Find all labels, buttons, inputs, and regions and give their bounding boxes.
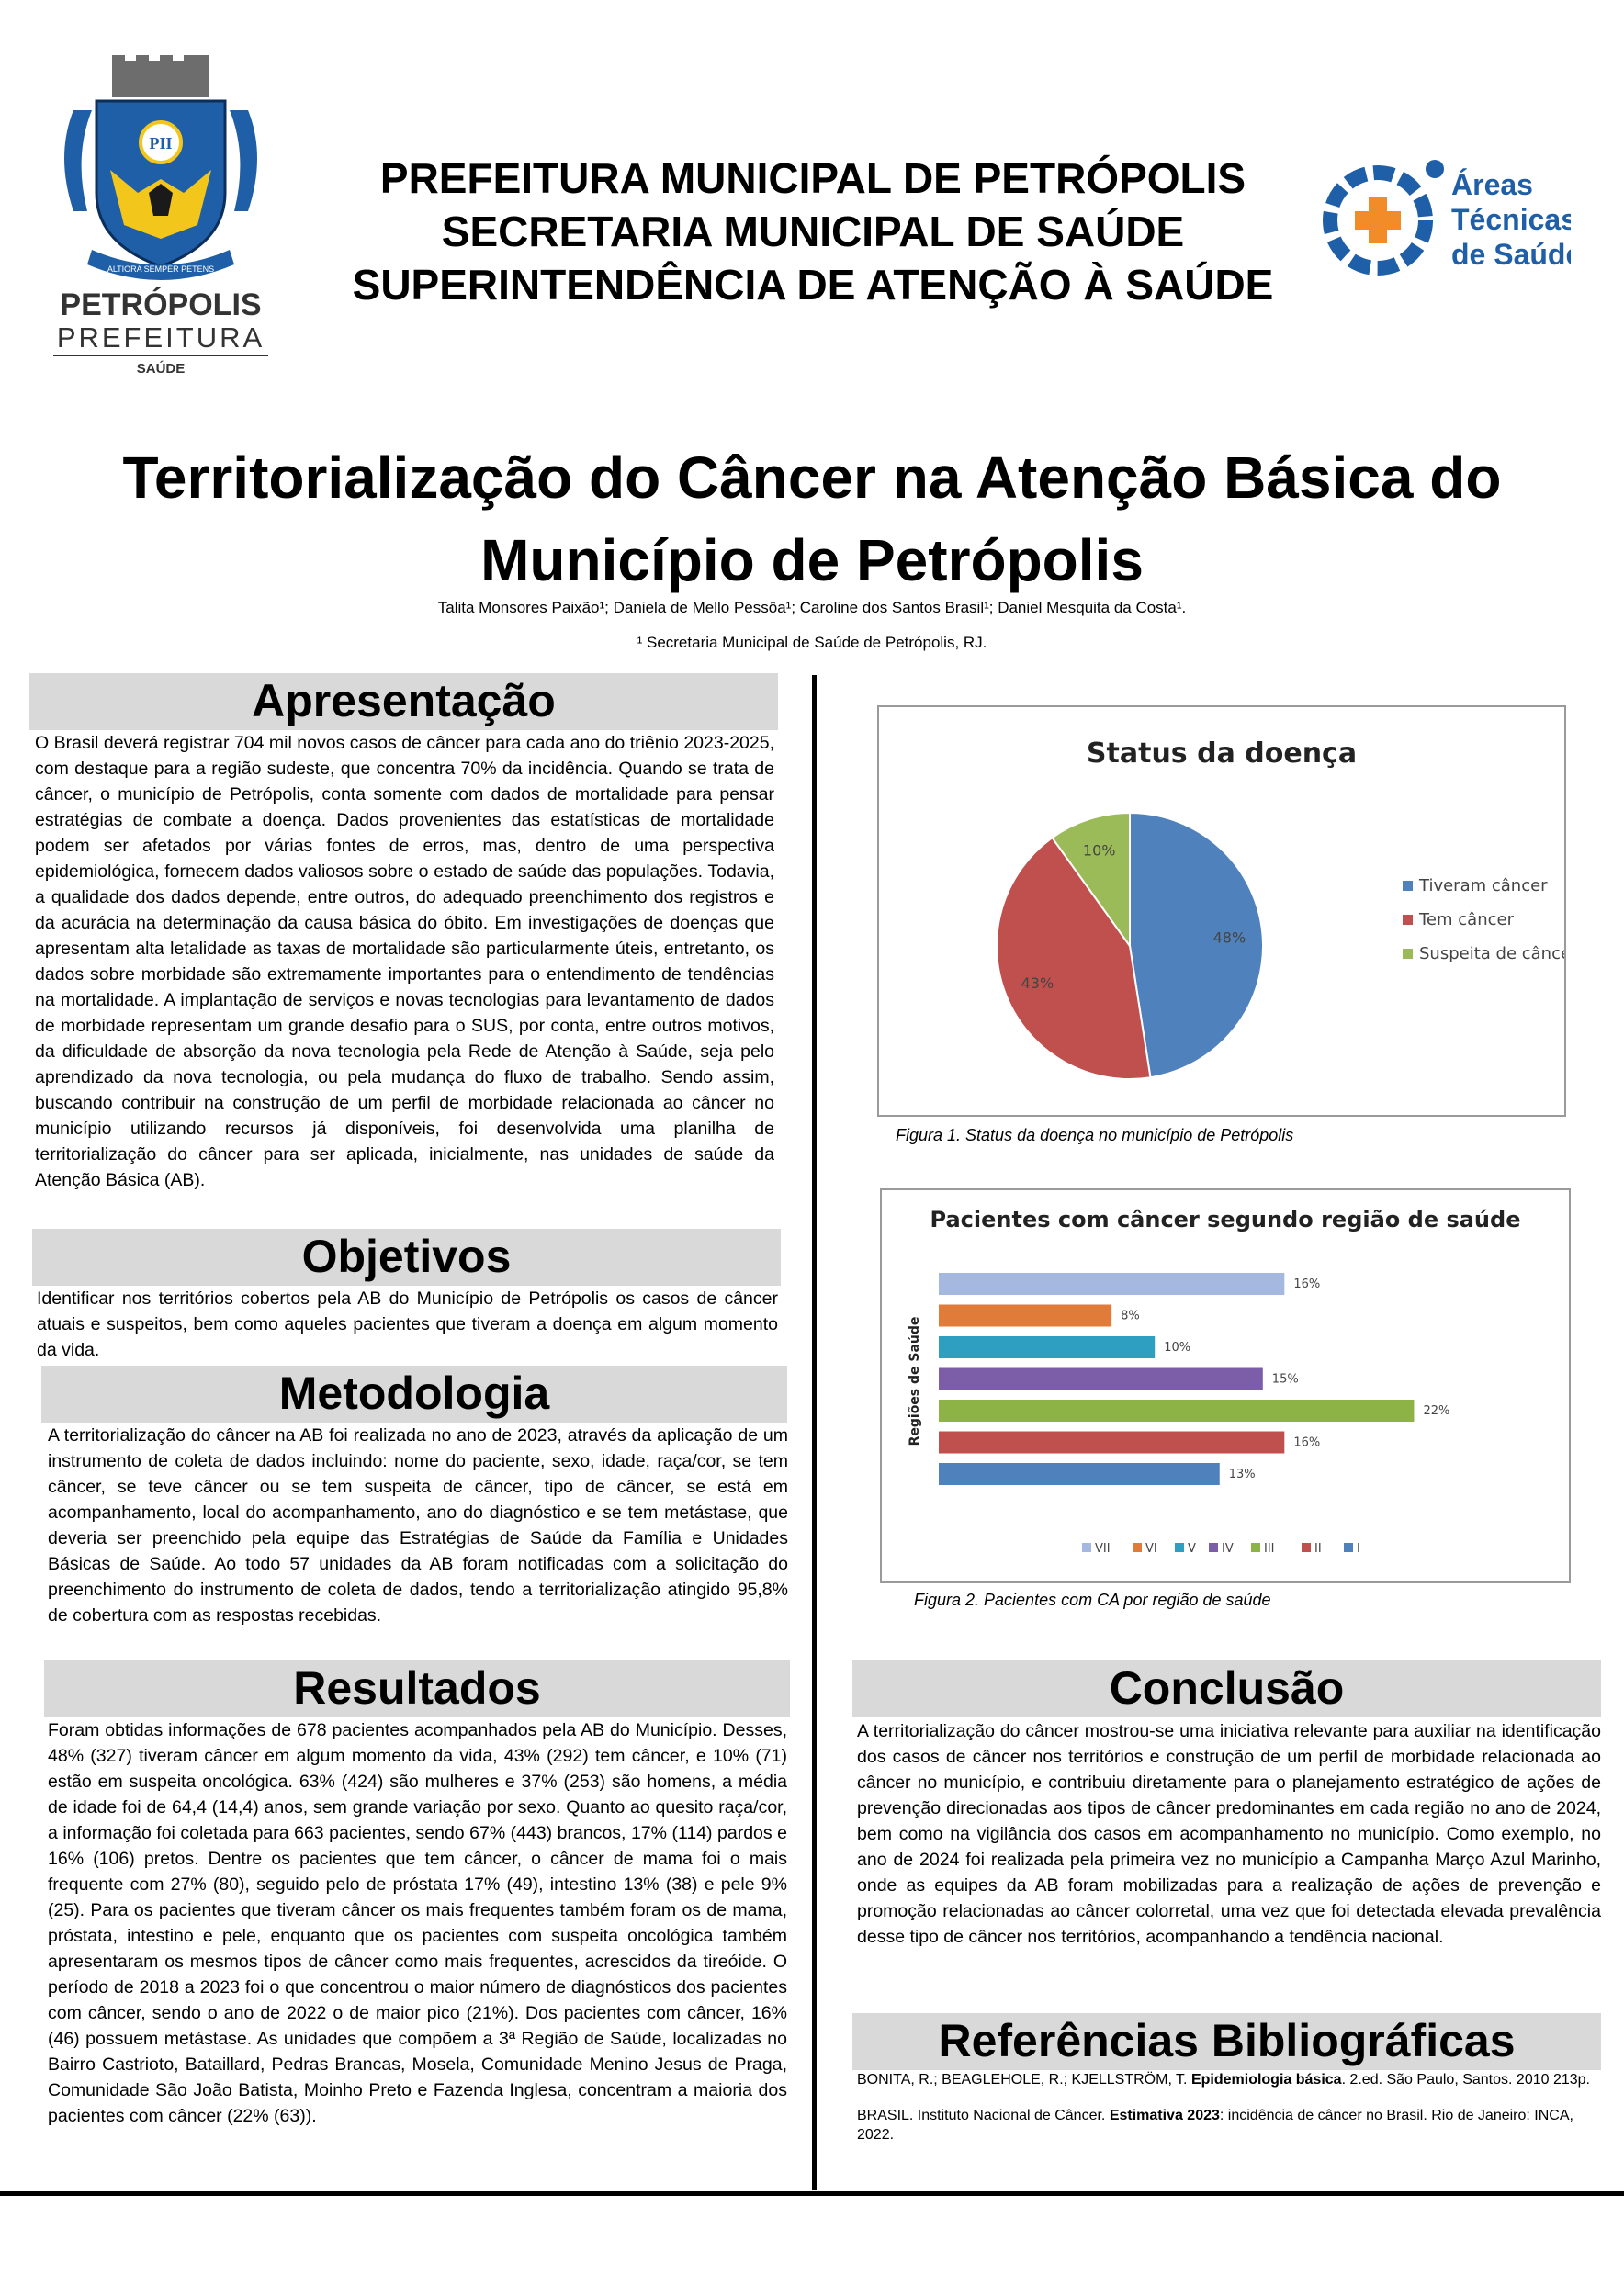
bar-legend-swatch	[1209, 1543, 1218, 1552]
header-line-secretaria: SECRETARIA MUNICIPAL DE SAÚDE	[441, 208, 1185, 255]
bar-legend-label: I	[1357, 1542, 1360, 1556]
poster-title	[37, 436, 1587, 602]
bar-data-label: 22%	[1423, 1404, 1450, 1418]
pie-title: Status da doença	[1086, 737, 1358, 770]
bar-legend-swatch	[1344, 1543, 1353, 1552]
pie-legend-swatch	[1403, 881, 1413, 891]
bar-legend-swatch	[1251, 1543, 1260, 1552]
logo-de-saude: de Saúde	[1451, 238, 1571, 271]
logo-word-prefeitura: PREFEITURA	[56, 321, 265, 354]
section-text-objetivos: Identificar nos territórios cobertos pela AB do Município de Petrópolis os casos de câncer atuais e suspeitos, bem como aqueles pacientes que tiveram a doença em algum momento da vida.	[37, 1289, 778, 1360]
bar-data-label: 16%	[1293, 1435, 1321, 1450]
bar-region-IV	[939, 1368, 1263, 1390]
petropolis-logo	[46, 55, 276, 377]
section-heading-resultados: Resultados	[44, 1660, 790, 1717]
logo-word-saude: SAÚDE	[136, 361, 186, 377]
bar-legend-label: III	[1264, 1542, 1275, 1556]
pie-data-label: 48%	[1212, 929, 1246, 947]
affiliation: ¹ Secretaria Municipal de Saúde de Petrópolis, RJ.	[637, 634, 987, 651]
bar-data-label: 8%	[1121, 1309, 1140, 1323]
bar-chart-svg	[882, 1190, 1569, 1581]
bar-legend-label: V	[1188, 1542, 1196, 1556]
crest-text: PII	[149, 134, 173, 152]
bar-legend-label: IV	[1222, 1542, 1234, 1556]
figure-1-pie-chart	[877, 705, 1566, 1117]
title-line-2: Município de Petrópolis	[480, 527, 1144, 593]
bar-legend-swatch	[1082, 1543, 1091, 1552]
pie-legend-label: Tiveram câncer	[1419, 876, 1548, 895]
header-line-prefeitura: PREFEITURA MUNICIPAL DE PETRÓPOLIS	[379, 154, 1246, 202]
title-line-1: Territorialização do Câncer na Atenção Básica do	[122, 445, 1502, 511]
bar-data-label: 16%	[1293, 1277, 1321, 1291]
figure-1-caption: Figura 1. Status da doença no município de Petrópolis	[896, 1126, 1294, 1144]
logo-word-petropolis: PETRÓPOLIS	[60, 287, 262, 322]
bar-data-label: 15%	[1271, 1372, 1299, 1387]
column-divider	[812, 675, 817, 2190]
bar-data-label: 10%	[1164, 1341, 1191, 1355]
bar-region-VI	[939, 1305, 1111, 1327]
logo-areas: Áreas	[1451, 168, 1533, 201]
bar-legend-label: II	[1314, 1542, 1322, 1556]
bar-legend-swatch	[1175, 1543, 1184, 1552]
section-text-metodologia: A territorialização do câncer na AB foi realizada no ano de 2023, através da aplicação de um instrumento de coleta de dados incluindo: nome do paciente, sexo, idade, raça/cor, se tem câncer, se teve câncer ou se tem suspeita de câncer, tipo de câncer, se está em acompanhamento, local do acompanhamento, ano do diagnóstico e se tem metástase, que deveria ser preenchido pela equipe das Estratégias de Saúde da Família e Unidades Básicas de Saúde. Ao todo 57 unidades da AB foram notificadas com a solicitação do preenchimento do instrumento de coleta de dados, tendo a territorialização atingido 95,8% de cobertura com as respostas recebidas.	[48, 1425, 788, 1626]
pie-legend-swatch	[1403, 949, 1413, 959]
areas-tecnicas-logo	[1314, 147, 1571, 303]
areas-tecnicas-gear-icon	[1314, 147, 1571, 303]
section-text-conclusao: A territorialização do câncer mostrou-se uma iniciativa relevante para auxiliar na identificação dos casos de câncer nos territórios e construção de um perfil de morbidade relacionada ao câncer no município, e contribuiu diretamente para o planejamento estratégico de ações de prevenção direcionadas aos tipos de câncer predominantes em cada região no ano de 2024, bem como na vigilância dos casos em acompanhamento no município. Como exemplo, no ano de 2024 foi realizada pela primeira vez no município a Campanha Março Azul Marinho, onde as equipes da AB foram mobilizadas para a realização de ações de prevenção e promoção relacionadas ao câncer colorretal, uma vez que foi detectada elevada prevalência desse tipo de câncer nos territórios, acompanhando a tendência nacional.	[857, 1721, 1601, 1947]
bar-region-I	[939, 1463, 1220, 1485]
bar-region-III	[939, 1400, 1414, 1422]
reference-item: BRASIL. Instituto Nacional de Câncer. Estimativa 2023: incidência de câncer no Brasil. Rio de Janeiro: INCA, 2022.	[857, 2108, 1573, 2143]
crest-motto: ALTIORA SEMPER PETENS	[107, 264, 215, 274]
authors: Talita Monsores Paixão¹; Daniela de Mello Pessôa¹; Caroline dos Santos Brasil¹; Daniel Mesquita da Costa¹.	[437, 599, 1187, 616]
section-heading-apresentacao: Apresentação	[29, 673, 778, 730]
section-text-apresentacao: O Brasil deverá registrar 704 mil novos casos de câncer para cada ano do triênio 2023-2025, com destaque para a região sudeste, que concentra 70% da incidência. Quando se trata de câncer, o município de Petrópolis, conta somente com dados de mortalidade para pensar estratégias de combate a doença. Dados provenientes das estatísticas de mortalidade podem ser afetados por várias fontes de erros, mas, dentro de uma perspectiva epidemiológica, fornecem dados valiosos sobre o estado de saúde das populações. Todavia, a qualidade dos dados depende, entre outros, do adequado preenchimento dos registros e da acurácia na determinação da causa básica do óbito. Em investigações de doenças que apresentam alta letalidade as taxas de mortalidade são particularmente úteis, entretanto, os dados sobre morbidade são extremamente importantes para o entendimento de tendências na mortalidade. A implantação de serviços e novas tecnologias para levantamento de dados de morbidade representam um grande desafio para o SUS, por conta, entre outros motivos, da dificuldade de absorção da nova tecnologia pela Rede de Atenção à Saúde, seja pelo aprendizado da nova tecnologia, ou pela mudança do fluxo de trabalho. Sendo assim, buscando contribuir na construção de um perfil de morbidade relacionada ao câncer no município utilizando recursos já disponíveis, foi desenvolvida uma planilha de territorialização do câncer para ser aplicada, inicialmente, nas unidades de saúde da Atenção Básica (AB).	[35, 733, 774, 1190]
bar-data-label: 13%	[1228, 1468, 1256, 1481]
bar-region-V	[939, 1336, 1155, 1358]
section-heading-objetivos: Objetivos	[32, 1229, 781, 1286]
bar-legend-label: VII	[1095, 1542, 1111, 1556]
pie-data-label: 43%	[1021, 974, 1054, 993]
institution-header	[294, 152, 1332, 311]
bar-title: Pacientes com câncer segundo região de saúde	[930, 1207, 1521, 1232]
header-line-superintendencia: SUPERINTENDÊNCIA DE ATENÇÃO À SAÚDE	[352, 261, 1274, 309]
petropolis-crest-icon	[46, 55, 276, 377]
figure-2-bar-chart	[880, 1188, 1571, 1583]
section-heading-metodologia: Metodologia	[41, 1366, 787, 1423]
pie-chart-svg	[879, 707, 1564, 1115]
section-heading-conclusao: Conclusão	[852, 1660, 1601, 1717]
pie-legend-label: Suspeita de câncer	[1419, 944, 1564, 963]
pie-data-label: 10%	[1082, 841, 1116, 860]
bar-ylabel: Regiões de Saúde	[908, 1316, 922, 1446]
bar-legend-label: VI	[1145, 1542, 1157, 1556]
pie-legend-swatch	[1403, 915, 1413, 925]
logo-tecnicas: Técnicas	[1451, 203, 1571, 236]
pie-legend-label: Tem câncer	[1419, 910, 1514, 929]
bar-legend-swatch	[1302, 1543, 1311, 1552]
reference-item: BONITA, R.; BEAGLEHOLE, R.; KJELLSTRÖM, T. Epidemiologia básica. 2.ed. São Paulo, Santos. 2010 213p.	[857, 2072, 1590, 2088]
figure-2-caption: Figura 2. Pacientes com CA por região de saúde	[914, 1591, 1271, 1609]
section-text-resultados: Foram obtidas informações de 678 pacientes acompanhados pela AB do Município. Desses, 48% (327) tiveram câncer em algum momento da vida, 43% (292) tem câncer, e 10% (71) estão em suspeita oncológica. 63% (424) são mulheres e 37% (253) são homens, a média de idade foi de 64,4 (14,4) anos, sem grande variação por sexo. Quanto ao quesito raça/cor, a informação foi coletada para 663 pacientes, sendo 67% (443) brancos, 17% (114) pardos e 16% (106) pretos. Dentre os pacientes que tem câncer, o câncer de mama foi o mais frequente com 27% (80), seguido pelo de próstata 17% (49), intestino 13% (38) e pele 9% (25). Para os pacientes que tiveram câncer os mais frequentes também foram os de mama, próstata, intestino e pele, enquanto que os pacientes com suspeita oncológica também apresentaram os mesmos tipos de câncer como mais frequentes, acrescidos da tireóide. O período de 2018 a 2023 foi o que concentrou o maior número de diagnósticos dos pacientes com câncer, sendo o ano de 2022 o de maior pico (21%). Dos pacientes com câncer, 16% (46) possuem metástase. As unidades que compõem a 3ª Região de Saúde, localizadas no Bairro Castrioto, Bataillard, Pedras Brancas, Mosela, Comunidade Menino Jesus de Praga, Comunidade São João Batista, Moinho Preto e Fazenda Inglesa, concentram a maioria dos pacientes com câncer (22% (63)).	[48, 1720, 787, 2126]
bar-legend-swatch	[1133, 1543, 1142, 1552]
bar-region-II	[939, 1432, 1284, 1454]
references-list	[857, 2070, 1592, 2161]
footer-divider	[0, 2191, 1624, 2196]
bar-region-VII	[939, 1273, 1284, 1295]
section-heading-referencias: Referências Bibliográficas	[852, 2013, 1601, 2070]
